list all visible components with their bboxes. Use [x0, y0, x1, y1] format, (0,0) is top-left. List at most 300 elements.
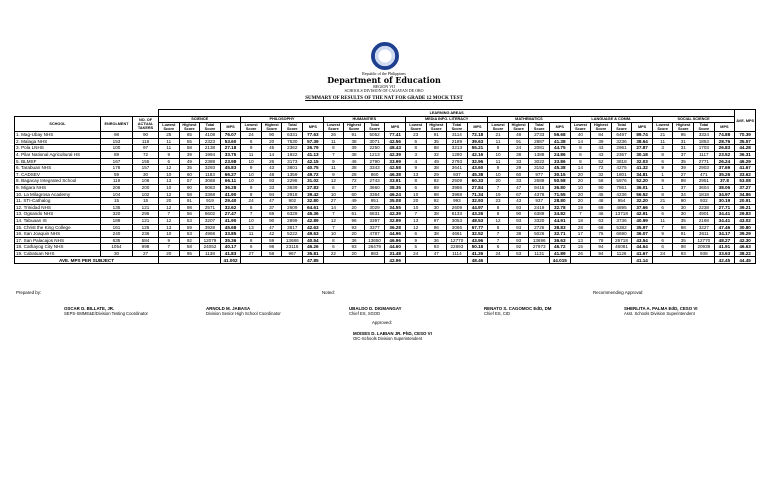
score-value: 38 — [426, 165, 447, 172]
score-value: 3 — [652, 145, 673, 152]
score-value: 38 — [508, 231, 529, 238]
score-value: 7530 — [282, 138, 303, 145]
score-value: 3368 — [200, 191, 221, 198]
mps-value: 77.41 — [385, 132, 406, 139]
takers-value: 200 — [133, 184, 159, 191]
score-value: 98 — [673, 244, 694, 251]
ave-mps-value: 30.80 — [735, 224, 756, 231]
score-value: 3 — [405, 151, 426, 158]
avg-subject-mps: 42.45 — [714, 257, 735, 264]
score-value: 8 — [323, 237, 344, 244]
score-value: 6831 — [364, 211, 385, 218]
enrolment-value: 119 — [101, 178, 133, 185]
score-value: 8 — [405, 145, 426, 152]
school-name: 13. Ogsando NHS — [15, 211, 101, 218]
mps-value: 49.53 — [303, 231, 324, 238]
score-value: 94 — [261, 191, 282, 198]
score-value: 7 — [323, 224, 344, 231]
score-value: 20 — [344, 231, 365, 238]
takers-value: 295 — [133, 211, 159, 218]
score-value: 46 — [344, 158, 365, 165]
avg-subject-mps: 47.85 — [303, 257, 324, 264]
score-value: 9083 — [200, 184, 221, 191]
score-value: 98 — [673, 178, 694, 185]
takers-value: 102 — [133, 191, 159, 198]
metric-header: Lowest Score — [241, 123, 262, 132]
score-value: 38 — [426, 231, 447, 238]
enrolment-value: 167 — [101, 158, 133, 165]
mps-value: 27.83 — [303, 184, 324, 191]
average-row — [15, 257, 756, 264]
avg-spacer — [241, 257, 303, 264]
mps-value: 35.26 — [714, 171, 735, 178]
approved-label: Approved: — [372, 320, 393, 325]
enrolment-value: 100 — [101, 145, 133, 152]
mps-value: 31.02 — [303, 178, 324, 185]
score-value: 10 — [159, 184, 180, 191]
school-name: 14. Tabuaan IS — [15, 217, 101, 224]
score-value: 39 — [179, 151, 200, 158]
score-value: 7 — [323, 211, 344, 218]
score-value: 3397 — [364, 217, 385, 224]
score-value: 6331 — [282, 132, 303, 139]
mps-value: 38.35 — [385, 184, 406, 191]
score-value: 7 — [241, 211, 262, 218]
recommending-label: Recommending Approval: — [593, 290, 644, 295]
score-value: 3818 — [611, 158, 632, 165]
school-name: 19. Cabatuan NHS — [15, 250, 101, 257]
score-value: 69 — [591, 204, 612, 211]
deped-seal-icon — [371, 42, 399, 70]
score-value: 14 — [261, 151, 282, 158]
score-value: 8 — [241, 204, 262, 211]
mps-value: 23.98 — [220, 158, 241, 165]
score-value: 6 — [652, 204, 673, 211]
score-value: 84 — [591, 132, 612, 139]
score-value: 5026 — [529, 231, 550, 238]
score-value: 10 — [488, 151, 509, 158]
score-value: 4895 — [611, 204, 632, 211]
ave-mps-value: 43.02 — [735, 217, 756, 224]
score-value: 5052 — [364, 132, 385, 139]
ave-mps-value: 38.22 — [735, 250, 756, 257]
metric-header: MPS — [303, 123, 324, 132]
avg-subject-mps: 48.46 — [467, 257, 488, 264]
enrolment-value: 104 — [101, 191, 133, 198]
school-name: 3. Pola LNHS — [15, 145, 101, 152]
score-value: 6690 — [611, 231, 632, 238]
score-value: 27973 — [529, 244, 550, 251]
signatory-name: UBALDO D. DIGMANGAY — [349, 306, 402, 311]
metric-header: Total Score — [282, 123, 303, 132]
mps-value: 44.96 — [385, 231, 406, 238]
score-value: 3817 — [282, 224, 303, 231]
score-value: 8 — [652, 151, 673, 158]
table-row — [15, 158, 756, 165]
takers-value: 97 — [133, 145, 159, 152]
score-value: 11 — [159, 145, 180, 152]
score-value: 28 — [570, 224, 591, 231]
avg-spacer — [570, 257, 632, 264]
score-value: 15 — [570, 244, 591, 251]
mps-value: 48.27 — [714, 237, 735, 244]
metric-header: Lowest Score — [405, 123, 426, 132]
score-value: 977 — [529, 171, 550, 178]
mps-value: 64.61 — [303, 204, 324, 211]
subject-header: PHILOSOPHY — [241, 116, 323, 123]
score-value: 7 — [488, 184, 509, 191]
ave-mps-value: 39.29 — [735, 231, 756, 238]
score-value: 9 — [241, 165, 262, 172]
score-value: 2250 — [364, 145, 385, 152]
score-value: 20 — [570, 178, 591, 185]
score-value: 2509 — [447, 178, 468, 185]
score-value: 53 — [508, 250, 529, 257]
score-value: 58 — [261, 250, 282, 257]
mps-value: 27.84 — [467, 184, 488, 191]
ave-mps-value: 36.31 — [735, 151, 756, 158]
signatory-name: RENATO S. CAGOMOC EdD, DM — [484, 306, 552, 311]
mps-value: 33.99 — [385, 158, 406, 165]
score-value: 22 — [323, 250, 344, 257]
avg-overall-mps: 44.45 — [735, 257, 756, 264]
table-row — [15, 138, 756, 145]
score-value: 2168 — [694, 217, 715, 224]
score-value: 9 — [159, 151, 180, 158]
score-value: 11 — [241, 151, 262, 158]
mps-value: 46.96 — [385, 237, 406, 244]
score-value: 20 — [159, 198, 180, 205]
score-value: 10 — [159, 171, 180, 178]
score-value: 11 — [241, 231, 262, 238]
score-value: 46 — [591, 211, 612, 218]
mps-value: 41.90 — [220, 191, 241, 198]
score-value: 32 — [591, 171, 612, 178]
mps-value: 32.99 — [385, 217, 406, 224]
mps-value: 24.86 — [550, 151, 571, 158]
score-value: 3236 — [611, 138, 632, 145]
score-value: 11 — [159, 138, 180, 145]
mps-value: 37.69 — [714, 165, 735, 172]
takers-value: 998 — [133, 244, 159, 251]
avg-subject-mps: 44.015 — [550, 257, 571, 264]
score-value: 38 — [508, 151, 529, 158]
score-value: 13 — [570, 237, 591, 244]
score-value: 9 — [488, 165, 509, 172]
score-value: 3986 — [447, 184, 468, 191]
enrolment-value: 176 — [101, 165, 133, 172]
score-value: 24 — [241, 132, 262, 139]
takers-value: 30 — [133, 171, 159, 178]
score-value: 10 — [323, 231, 344, 238]
score-value: 29 — [508, 165, 529, 172]
score-value: 39 — [591, 138, 612, 145]
score-value: 3928 — [200, 224, 221, 231]
score-value: 1703 — [694, 145, 715, 152]
mps-value: 29.40 — [220, 198, 241, 205]
score-value: 9 — [488, 145, 509, 152]
enrolment-value: 89 — [101, 151, 133, 158]
mps-value: 42.15 — [303, 158, 324, 165]
score-value: 14 — [570, 138, 591, 145]
subject-header: LANGUAGE & COMM. — [570, 116, 652, 123]
score-value: 937 — [447, 171, 468, 178]
mps-value: 38.06 — [714, 184, 735, 191]
score-value: 98 — [426, 191, 447, 198]
subject-header: MEDIA INFO. LITERACY — [405, 116, 487, 123]
header-row-subjects — [15, 116, 756, 123]
score-value: 8 — [570, 158, 591, 165]
mps-value: 41.89 — [550, 250, 571, 257]
score-value: 1117 — [694, 151, 715, 158]
republic-line: Republic of the Philippines — [362, 71, 406, 76]
score-value: 8 — [241, 191, 262, 198]
score-value: 4787 — [364, 231, 385, 238]
score-value: 8 — [570, 145, 591, 152]
score-value: 35 — [179, 165, 200, 172]
mps-value: 41.26 — [467, 250, 488, 257]
score-value: 967 — [282, 250, 303, 257]
mps-value: 45.83 — [220, 165, 241, 172]
score-value: 993 — [447, 198, 468, 205]
mps-value: 46.38 — [385, 171, 406, 178]
score-value: 11 — [323, 165, 344, 172]
enrolment-value: 161 — [101, 224, 133, 231]
ave-mps-value: 46.63 — [735, 244, 756, 251]
score-value: 60 — [508, 171, 529, 178]
mps-value: 28.76 — [714, 138, 735, 145]
enrolment-header: ENROLMENT — [101, 116, 133, 132]
score-value: 90 — [261, 132, 282, 139]
score-value: 10 — [241, 178, 262, 185]
score-value: 12 — [159, 191, 180, 198]
table-row — [15, 132, 756, 139]
score-value: 36 — [426, 237, 447, 244]
mps-value: 42.91 — [632, 211, 653, 218]
mps-value: 32.71 — [550, 231, 571, 238]
metric-header: MPS — [550, 123, 571, 132]
mps-value: 46.24 — [385, 191, 406, 198]
school-name: 16. San Joaquin NHS — [15, 231, 101, 238]
score-value: 45 — [261, 145, 282, 152]
score-value: 12 — [405, 224, 426, 231]
score-value: 8 — [323, 145, 344, 152]
school-name: 1. Mag-Ubay NHS — [15, 132, 101, 139]
mps-value: 36.63 — [550, 237, 571, 244]
mps-value: 45.36 — [303, 211, 324, 218]
score-value: 49 — [426, 158, 447, 165]
score-value: 6 — [652, 158, 673, 165]
score-value: 27 — [323, 198, 344, 205]
metric-header: Highest Score — [673, 123, 694, 132]
score-value: 88 — [426, 145, 447, 152]
enrolment-value: 1054 — [101, 244, 133, 251]
score-value: 9 — [652, 165, 673, 172]
score-value: 2887 — [529, 138, 550, 145]
score-value: 11 — [652, 138, 673, 145]
score-value: 58 — [179, 191, 200, 198]
enrolment-value: 240 — [101, 231, 133, 238]
score-value: 3736 — [611, 217, 632, 224]
mps-value: 32.20 — [632, 198, 653, 205]
score-value: 58 — [179, 244, 200, 251]
mps-value: 50.58 — [550, 178, 571, 185]
score-value: 24 — [508, 145, 529, 152]
table-row — [15, 178, 756, 185]
signatory-title: Asst. Schools Division Superintendent — [624, 311, 695, 316]
mps-value: 34.97 — [714, 191, 735, 198]
score-value: 12770 — [447, 237, 468, 244]
score-value: 3068 — [200, 178, 221, 185]
score-value: 1388 — [529, 151, 550, 158]
mps-value: 30.15 — [550, 171, 571, 178]
score-value: 58 — [591, 178, 612, 185]
enrolment-value: 98 — [101, 132, 133, 139]
score-value: 6133 — [447, 211, 468, 218]
score-value: 1818 — [694, 191, 715, 198]
score-value: 26 — [570, 250, 591, 257]
score-value: 47 — [426, 250, 447, 257]
metric-header: Highest Score — [508, 123, 529, 132]
score-value: 20 — [261, 138, 282, 145]
table-row — [15, 198, 756, 205]
table-row — [15, 211, 756, 218]
score-value: 38 — [344, 165, 365, 172]
score-value: 24 — [241, 198, 262, 205]
score-value: 12 — [488, 217, 509, 224]
metric-header: MPS — [632, 123, 653, 132]
enrolment-value: 635 — [101, 237, 133, 244]
school-name: 12. Trinidad NHS — [15, 204, 101, 211]
score-value: 60 — [344, 191, 365, 198]
metric-header: MPS — [385, 123, 406, 132]
score-value: 56 — [179, 211, 200, 218]
score-value: 93 — [426, 244, 447, 251]
score-value: 6602 — [200, 211, 221, 218]
score-value: 11 — [323, 138, 344, 145]
mps-value: 42.89 — [303, 217, 324, 224]
score-value: 3320 — [529, 217, 550, 224]
metric-header: Lowest Score — [570, 123, 591, 132]
score-value: 2323 — [200, 138, 221, 145]
score-value: 53 — [179, 231, 200, 238]
score-value: 37 — [673, 151, 694, 158]
score-value: 49 — [344, 198, 365, 205]
metric-header: Total Score — [200, 123, 221, 132]
score-value: 20 — [159, 250, 180, 257]
score-value: 1280 — [447, 151, 468, 158]
ave-mps-value: 53.08 — [735, 178, 756, 185]
signatory-labian — [353, 331, 432, 341]
score-value: 860 — [364, 171, 385, 178]
score-value: 8 — [488, 211, 509, 218]
department-name: Department of Education — [327, 75, 441, 85]
score-value: 1213 — [364, 151, 385, 158]
score-value: 2918 — [282, 191, 303, 198]
score-value: 91 — [673, 231, 694, 238]
score-value: 47 — [508, 184, 529, 191]
score-value: 4661 — [447, 231, 468, 238]
mps-value: 34.82 — [550, 211, 571, 218]
mps-value: 42.39 — [385, 151, 406, 158]
score-value: 69 — [261, 211, 282, 218]
score-value: 21 — [652, 198, 673, 205]
mps-value: 41.83 — [220, 250, 241, 257]
mps-value: 44.91 — [550, 217, 571, 224]
score-value: 20 — [488, 178, 509, 185]
enrolment-value: 30 — [101, 250, 133, 257]
mps-value: 60.33 — [467, 178, 488, 185]
score-value: 2571 — [200, 204, 221, 211]
score-value: 35 — [673, 237, 694, 244]
table-row — [15, 204, 756, 211]
signatory-billate — [64, 306, 148, 316]
mps-value: 41.91 — [714, 244, 735, 251]
score-value: 14 — [570, 165, 591, 172]
metric-header: Lowest Score — [323, 123, 344, 132]
subject-header: MATHEMATICS — [488, 116, 570, 123]
signatory-cagomoc — [484, 306, 551, 316]
score-value: 23 — [405, 132, 426, 139]
score-value: 18 — [570, 217, 591, 224]
score-value: 937 — [529, 198, 550, 205]
score-value: 7 — [570, 211, 591, 218]
mps-value: 77.63 — [303, 132, 324, 139]
score-value: 20 — [570, 198, 591, 205]
takers-value: 121 — [133, 217, 159, 224]
avg-subject-mps: 41.14 — [632, 257, 653, 264]
score-value: 92 — [508, 244, 529, 251]
score-value: 2743 — [364, 178, 385, 185]
score-value: 4108 — [200, 132, 221, 139]
score-value: 20 — [344, 250, 365, 257]
score-value: 3066 — [447, 224, 468, 231]
school-name: 6. Tarabuan NHS — [15, 165, 101, 172]
mps-value: 34.41 — [714, 217, 735, 224]
signatory-title: SEPS-SMME&E/Division Testing Coordinator — [64, 311, 148, 316]
score-value: 7 — [488, 237, 509, 244]
score-value: 12 — [323, 217, 344, 224]
mps-value: 57.39 — [303, 138, 324, 145]
avg-spacer — [488, 257, 550, 264]
average-row-label: AVE. MPS PER SUBJECT — [15, 257, 159, 264]
enrolment-value: 15 — [101, 198, 133, 205]
enrolment-value: 206 — [101, 184, 133, 191]
score-value: 4968 — [200, 231, 221, 238]
mps-value: 43.26 — [467, 211, 488, 218]
mps-value: 41.67 — [632, 250, 653, 257]
score-value: 12 — [159, 217, 180, 224]
score-value: 6 — [405, 138, 426, 145]
mps-value: 43.54 — [632, 237, 653, 244]
mps-value: 38.64 — [632, 138, 653, 145]
takers-value: 157 — [133, 165, 159, 172]
score-value: 10 — [241, 217, 262, 224]
signatory-title: OIC-Schools Division Superintendent — [353, 336, 423, 341]
takers-value: 72 — [133, 151, 159, 158]
ave-mps-value: 46.29 — [735, 158, 756, 165]
score-value: 10 — [405, 191, 426, 198]
score-value: 27 — [241, 250, 262, 257]
score-value: 19 — [570, 204, 591, 211]
mps-value: 30.19 — [714, 198, 735, 205]
ave-mps-value: 42.30 — [735, 237, 756, 244]
takers-value: 125 — [133, 224, 159, 231]
score-value: 17 — [570, 231, 591, 238]
score-value: 97 — [426, 217, 447, 224]
score-value: 92 — [179, 237, 200, 244]
mps-value: 45.38 — [467, 171, 488, 178]
